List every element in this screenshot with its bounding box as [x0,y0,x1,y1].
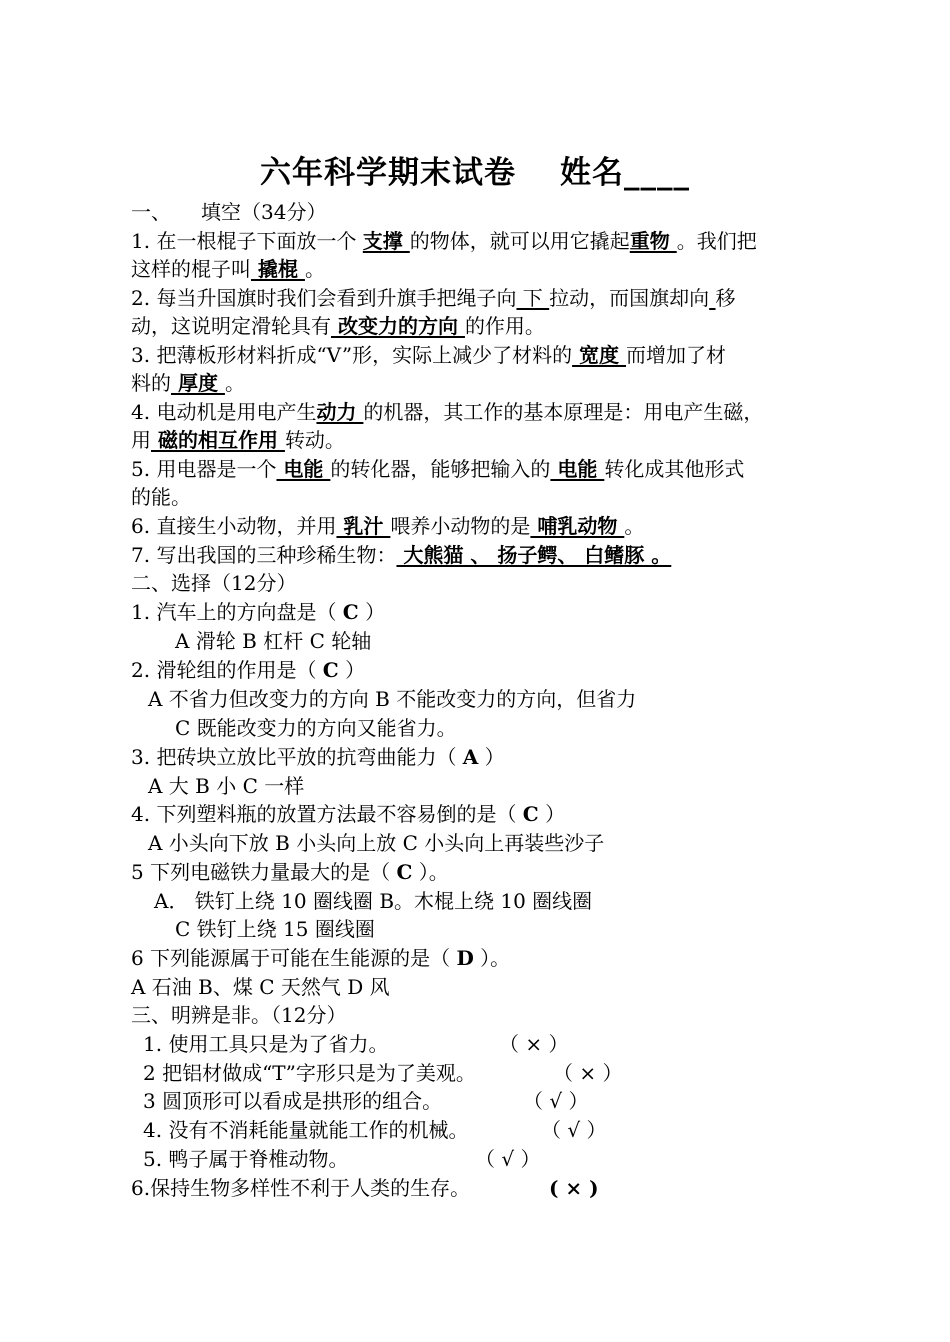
answer: 撬棍 [251,257,305,281]
question-2-2-options-1: A 不省力但改变力的方向 B 不能改变力的方向，但省力 [148,687,637,711]
answer: 重物 [629,229,677,253]
judgment-mark: （ × ） [499,1032,569,1056]
question-2-1: 1. 汽车上的方向盘是（ C ） [131,600,386,624]
answer: 支撑 [362,229,410,253]
answer: D [456,946,474,970]
name-label: 姓名 [560,155,624,191]
answer: 动力 [316,400,364,424]
answer: C [342,600,359,624]
page-title [0,147,950,192]
answer: 磁的相互作用 [151,428,285,452]
answer: 宽度 [572,343,627,367]
question-2-2-options-2: C 既能改变力的方向又能省力。 [175,716,457,740]
judgment-item: 3 圆顶形可以看成是拱形的组合。 （ √ ） [143,1089,589,1113]
question-1-5-line-1: 5. 用电器是一个 电能 的转化器，能够把输入的 电能 转化成其他形式 [131,457,745,481]
section-1-header: 一、 填空（34分） [131,200,327,224]
question-2-3-options: A 大 B 小 C 一样 [148,774,305,798]
question-2-4-options: A 小头向下放 B 小头向上放 C 小头向上再装些沙子 [148,831,605,855]
judgment-mark: （ √ ） [475,1147,541,1171]
section-3-header: 三、明辨是非。（12分） [131,1003,347,1027]
question-1-7: 7. 写出我国的三种珍稀生物： 大熊猫 、 扬子鳄、 白鳍豚 。 [131,543,672,567]
question-2-2: 2. 滑轮组的作用是（ C ） [131,658,366,682]
question-2-6-options: A 石油 B、煤 C 天然气 D 风 [131,975,390,999]
judgment-item: 4. 没有不消耗能量就能工作的机械。 （ √ ） [143,1118,607,1142]
answer: A [462,745,479,769]
question-1-3-line-1: 3. 把薄板形材料折成“V”形，实际上减少了材料的 宽度 而增加了材 [131,343,727,367]
judgment-mark: ( × ) [549,1176,599,1200]
answer: 厚度 [171,371,225,395]
judgment-mark: （ × ） [553,1061,623,1085]
judgment-item: 1. 使用工具只是为了省力。 （ × ） [143,1032,569,1056]
question-1-6: 6. 直接生小动物，并用 乳汁 喂养小动物的是 哺乳动物 。 [131,514,645,538]
question-1-4-line-2: 用 磁的相互作用 转动。 [131,428,345,452]
title-main: 六年科学期末试卷 [260,155,516,191]
judgment-item: 5. 鸭子属于脊椎动物。 （ √ ） [143,1147,541,1171]
judgment-mark: （ √ ） [541,1118,607,1142]
question-1-2-line-1: 2. 每当升国旗时我们会看到升旗手把绳子向 下 拉动，而国旗却向 移 [131,286,736,310]
answer: 电能 [550,457,605,481]
answer: 哺乳动物 [530,514,625,538]
judgment-mark: （ √ ） [523,1089,589,1113]
answer: 电能 [276,457,331,481]
judgment-item: 2 把铝材做成“T”字形只是为了美观。 （ × ） [143,1061,623,1085]
question-1-1-line-1: 1. 在一根棍子下面放一个 支撑 的物体，就可以用它撬起重物 。我们把 [131,229,757,253]
answer: 下 [516,286,550,310]
judgment-item: 6.保持生物多样性不利于人类的生存。 ( × ) [131,1176,599,1200]
answer: 乳汁 [336,514,391,538]
question-2-6: 6 下列能源属于可能在生能源的是（ D ）。 [131,946,511,970]
answer: C [396,860,413,884]
question-1-2-line-2: 动，这说明定滑轮具有 改变力的方向 的作用。 [131,314,545,338]
question-2-5-options-1: A． 铁钉上绕 10 圈线圈 B。木棍上绕 10 圈线圈 [154,889,593,913]
answer: C [322,658,339,682]
question-2-1-options: A 滑轮 B 杠杆 C 轮轴 [175,629,372,653]
question-2-5-options-2: C 铁钉上绕 15 圈线圈 [175,917,375,941]
question-1-3-line-2: 料的 厚度 。 [131,371,245,395]
name-blank: ____ [624,155,690,191]
question-1-5-line-2: 的能。 [131,485,191,509]
question-2-3: 3. 把砖块立放比平放的抗弯曲能力（ A ） [131,745,505,769]
question-2-4: 4. 下列塑料瓶的放置方法最不容易倒的是（ C ） [131,802,566,826]
answer: 改变力的方向 [331,314,465,338]
question-1-1-line-2: 这样的棍子叫 撬棍 。 [131,257,325,281]
answer: C [522,802,539,826]
section-2-header: 二、选择（12分） [131,571,297,595]
question-1-4-line-1: 4. 电动机是用电产生动力 的机器，其工作的基本原理是：用电产生磁， [131,400,764,424]
answer: 大熊猫 、 扬子鳄、 白鳍豚 。 [396,543,672,567]
question-2-5: 5 下列电磁铁力量最大的是（ C ）。 [131,860,449,884]
